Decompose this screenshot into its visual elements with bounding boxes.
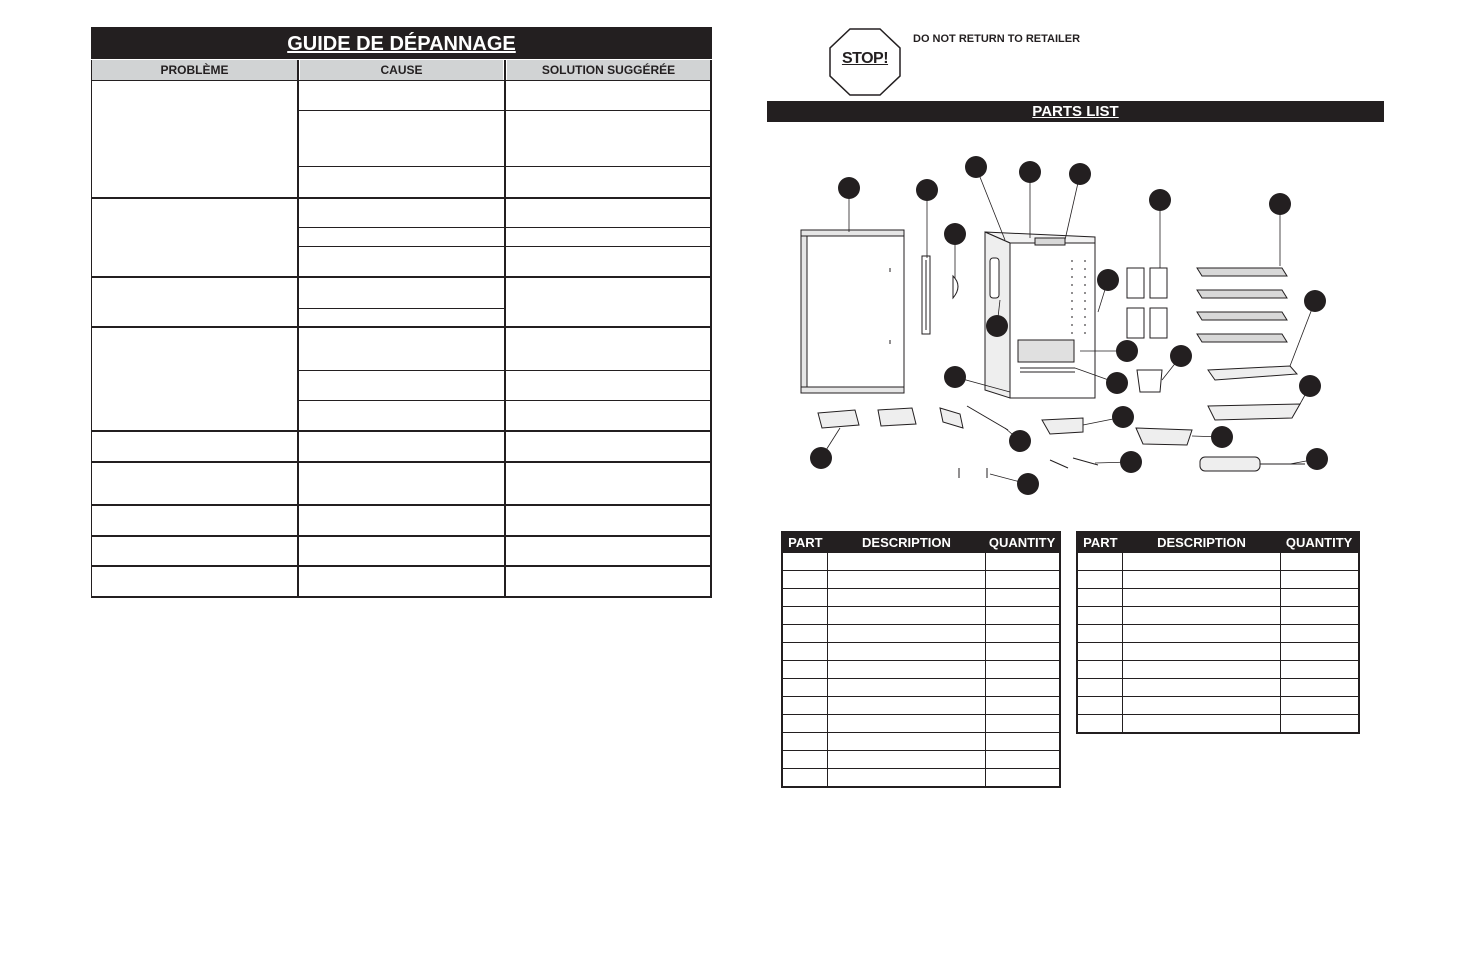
description-cell [1123,661,1280,679]
table-row [1077,679,1359,697]
table-row [782,625,1060,643]
table-row [782,661,1060,679]
quantity-cell [1280,643,1359,661]
part-cell [1077,697,1123,715]
table-row [782,607,1060,625]
description-cell [828,643,985,661]
header-probleme: PROBLÈME [92,60,297,80]
description-cell [1123,643,1280,661]
guide-title: GUIDE DE DÉPANNAGE [91,27,712,59]
retailer-notice: DO NOT RETURN TO RETAILER [913,33,1081,45]
table-row [782,679,1060,697]
door-latch [953,276,958,298]
part-cell [782,571,828,589]
quantity-cell [985,571,1060,589]
drip-tray [1208,404,1300,420]
col-description: DESCRIPTION [1123,532,1280,553]
table-row [1077,697,1359,715]
rack-brackets [1127,268,1167,338]
meat-probe [1200,457,1305,471]
part-cell [1077,571,1123,589]
quantity-cell [1280,625,1359,643]
part-cell [1077,715,1123,734]
parts-list-title: PARTS LIST [767,101,1384,122]
description-cell [828,769,985,788]
quantity-cell [1280,679,1359,697]
quantity-cell [985,697,1060,715]
col-part: PART [1077,532,1123,553]
exploded-parts-diagram [780,150,1340,500]
quantity-cell [1280,589,1359,607]
table-row [782,571,1060,589]
part-cell [782,553,828,571]
quantity-cell [985,661,1060,679]
part-cell [782,661,828,679]
col-part: PART [782,532,828,553]
table-row [1077,715,1359,734]
part-cell [782,769,828,788]
quantity-cell [1280,553,1359,571]
col-description: DESCRIPTION [828,532,985,553]
description-cell [828,661,985,679]
quantity-cell [985,625,1060,643]
part-cell [782,751,828,769]
description-cell [1123,553,1280,571]
quantity-cell [1280,661,1359,679]
part-cell [1077,625,1123,643]
description-cell [828,733,985,751]
quantity-cell [985,553,1060,571]
description-cell [828,751,985,769]
part-cell [1077,679,1123,697]
water-pan [1208,366,1297,380]
table-row [1077,553,1359,571]
table-row [782,769,1060,788]
quantity-cell [985,751,1060,769]
quantity-cell [1280,715,1359,734]
quantity-cell [1280,607,1359,625]
table-row [1077,661,1359,679]
quantity-cell [985,733,1060,751]
table-row [1077,589,1359,607]
table-row [782,715,1060,733]
part-cell [1077,589,1123,607]
part-cell [1077,661,1123,679]
table-row [1077,571,1359,589]
part-cell [1077,553,1123,571]
description-cell [828,625,985,643]
table-row [782,697,1060,715]
table-row [1077,643,1359,661]
description-cell [1123,715,1280,734]
door-panel [801,230,904,393]
col-quantity: QUANTITY [985,532,1060,553]
table-row [782,733,1060,751]
table-row [1077,625,1359,643]
door-handle [922,256,930,334]
parts-table-left [781,531,1061,788]
cooking-racks [1197,268,1287,342]
description-cell [828,697,985,715]
description-cell [828,679,985,697]
quantity-cell [985,769,1060,788]
col-quantity: QUANTITY [1280,532,1359,553]
part-cell [1077,607,1123,625]
quantity-cell [985,715,1060,733]
description-cell [828,589,985,607]
header-cause: CAUSE [300,60,503,80]
part-cell [782,625,828,643]
quantity-cell [1280,571,1359,589]
part-cell [782,679,828,697]
part-cell [782,607,828,625]
stop-sign-text: STOP! [841,50,889,67]
parts-table-right [1076,531,1360,734]
table-row [782,553,1060,571]
description-cell [1123,571,1280,589]
description-cell [1123,589,1280,607]
table-row [782,751,1060,769]
description-cell [1123,625,1280,643]
part-cell [782,589,828,607]
part-cell [782,697,828,715]
table-row [782,643,1060,661]
quantity-cell [985,679,1060,697]
quantity-cell [985,643,1060,661]
description-cell [828,553,985,571]
description-cell [1123,607,1280,625]
header-solution: SOLUTION SUGGÉRÉE [507,60,710,80]
wood-chip-cup [1137,370,1162,392]
part-cell [782,733,828,751]
part-cell [782,643,828,661]
description-cell [828,715,985,733]
quantity-cell [985,607,1060,625]
table-row [1077,607,1359,625]
description-cell [828,607,985,625]
smoker-body [985,232,1095,398]
description-cell [828,571,985,589]
description-cell [1123,697,1280,715]
part-cell [782,715,828,733]
quantity-cell [1280,697,1359,715]
table-row [782,589,1060,607]
description-cell [1123,679,1280,697]
part-cell [1077,643,1123,661]
quantity-cell [985,589,1060,607]
